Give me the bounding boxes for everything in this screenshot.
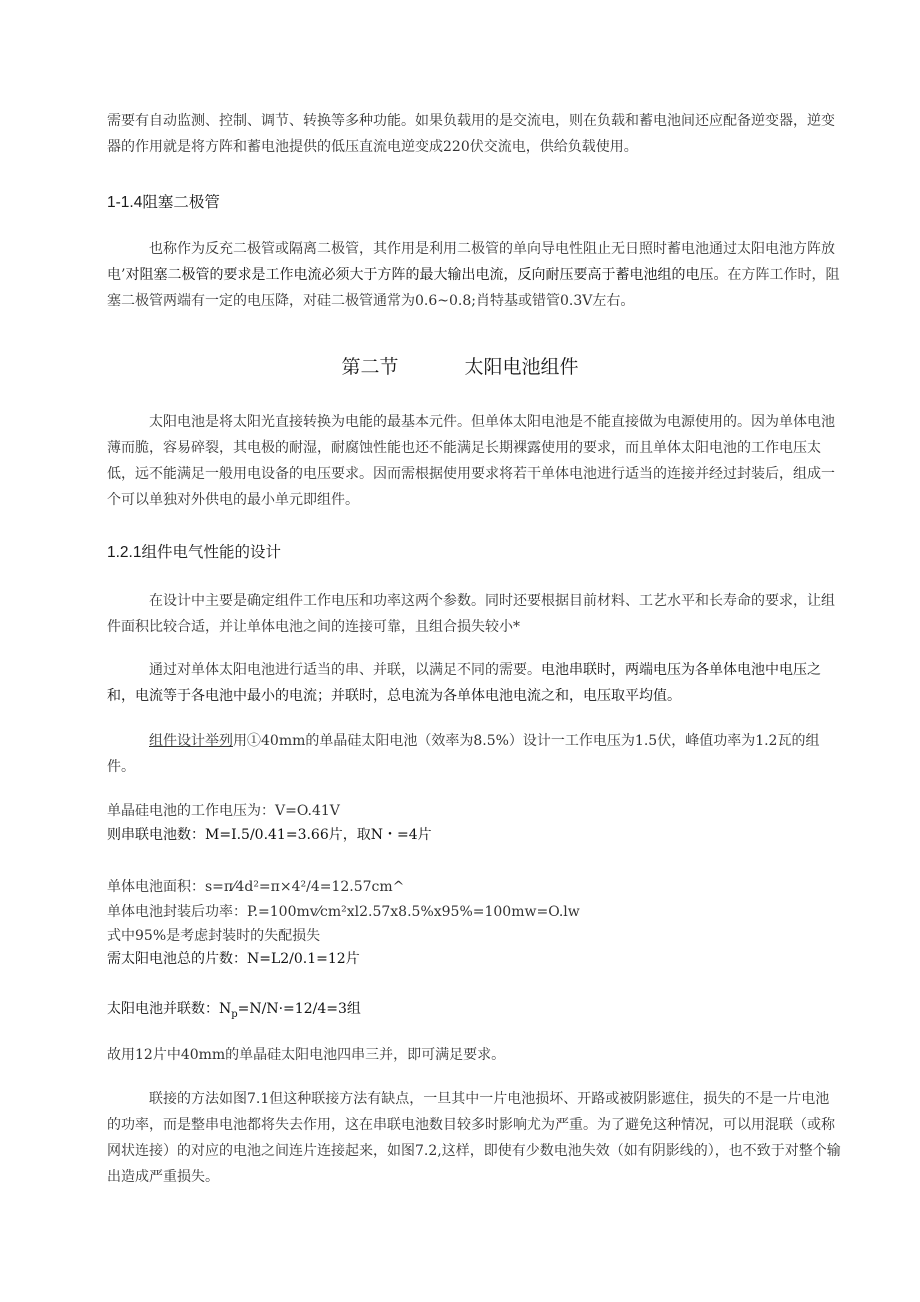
heading-1-1-4: 1-1.4阻塞二极管 [107,194,220,211]
calc-parallel-sub: p [231,1008,238,1020]
example-label: 组件设计举列 [149,733,233,749]
calc-parallel-suffix: =N/N·=12/4=3组 [237,1001,361,1017]
connection-paragraph: 联接的方法如图7.1但这种联接方法有缺点，一旦其中一片电池损坏、开路或被阴影遮住，损失的不是一片电池的功率，而是整串电池都将失去作用，这在串联电池数目较多时影响尤为严重。为了避免这种情况，可以用混联（或称网状连接）的对应的电池之间连片连接起来，如图7.2,这样，即使有少数电池失效（如有阴影线的），也不致于对整个输出造成严重损失。 [107,1091,841,1185]
section-title-name: 太阳电池组件 [464,357,579,378]
calc-area: 单体电池面积：s=π⁄4d²=π×4²/4=12.57cm^ [107,879,405,895]
section-title [0,352,920,379]
series-text-1: 通过对单体太阳电池进行适当的串、并联，以满足不同的需要。 [149,662,541,678]
module-paragraph: 太阳电池是将太阳光直接转换为电能的最基本元件。但单体太阳电池是不能直接做为电源使用的。因为单体电池薄而脆，容易碎裂，其电极的耐湿，耐腐蚀性能也还不能满足长期裸露使用的要求，而且单体太阳电池的工作电压太低，远不能满足一般用电设备的电压要求。因而需根据使用要求将若干单体电池进行适当的连接并经过封装后，组成一个可以单独对外供电的最小单元即组件。 [107,414,835,508]
diode-text-3: 在方阵工作时，阻塞二极管两端有一定的电压降，对硅二极管通常为0.6~0.8;肖特基或错管0.3V左右。 [107,267,840,309]
diode-text-1: 也称作为反充二极管或隔离二极管，其作用是利用二极管的单向导电性阻止无日照时蓄电池通过太阳电池方阵放电’ [107,241,835,283]
calc-parallel [107,999,842,1025]
example-text: 用①40mm的单晶硅太阳电池（效率为8.5%）设计一工作电压为1.5伏，峰值功率为1.2瓦的组件。 [107,733,820,775]
conclusion: 故用12片中40mm的单晶硅太阳电池四串三并，即可满足要求。 [107,1047,506,1063]
calc-power: 单体电池封装后功率：P.=100mv⁄cm²xl2.57x8.5%x95%=100mw=O.lw [107,904,580,920]
calc-series: 则串联电池数：M=I.5/0.41=3.66片，取N・=4片 [107,827,432,843]
calc-parallel-prefix: 太阳电池并联数：N [107,1001,232,1017]
diode-text-2: 对阻塞二极管的要求是工作电流必须大于方阵的最大输出电流，反向耐压要高于蓄电池组的电压。 [125,267,728,283]
heading-1-2-1: 1.2.1组件电气性能的设计 [107,544,281,561]
calc-loss: 式中95%是考虑封装时的失配损失 [107,928,321,944]
series-text-2: 电池串联时，两端电压为各单体电池中电压之和，电流等于各电池中最小的电流；并联时，总电流为各单体电池电流之和，电压取平均值。 [107,662,821,704]
design-paragraph: 在设计中主要是确定组件工作电压和功率这两个参数。同时还要根据目前材料、工艺水平和长寿命的要求，让组件面积比较合适，并让单体电池之间的连接可靠，且组合损失较小* [107,593,835,635]
diode-paragraph [107,236,842,314]
section-title-number: 第二节 [341,357,399,378]
example-paragraph [107,728,842,780]
series-paragraph [107,657,842,709]
intro-paragraph: 需要有自动监测、控制、调节、转换等多种功能。如果负载用的是交流电，则在负载和蓄电池间还应配备逆变器，逆变器的作用就是将方阵和蓄电池提供的低压直流电逆变成220伏交流电，供给负载使用。 [107,113,835,155]
calc-voltage: 单晶硅电池的工作电压为：V=O.41V [107,803,340,819]
calc-total: 需太阳电池总的片数：N=L2/0.1=12片 [107,951,360,967]
